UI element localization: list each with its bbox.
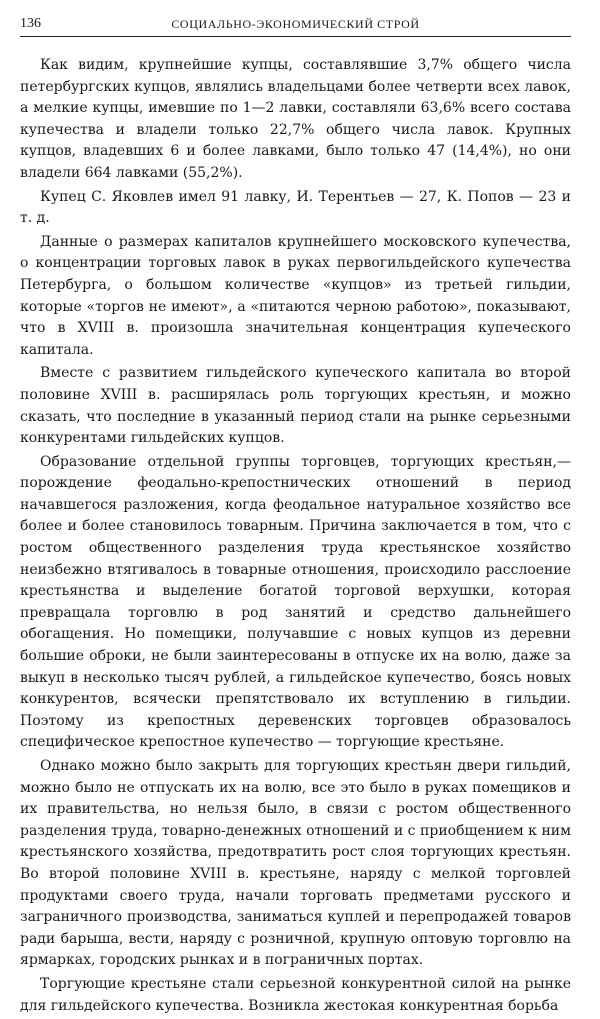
paragraph: Образование отдельной группы торговцев, торгующих крестьян,— порождение феодально-крепостнических отношений в период начавшегося разложения, когда феодальное натуральное хозяйство все более и более становилось товарным. Причина заключается в том, что с ростом общественного разделения труда крестьянское хозяйство неизбежно втягивалось в товарные отношения, происходило расслоение крестьянства и выделение богатой торговой верхушки, которая превращала торговлю в род занятий и средство дальнейшего обогащения. Но помещики, получавшие с новых купцов из деревни большие оброки, не были заинтересованы в отпуске их на волю, даже за выкуп в несколько тысяч рублей, а гильдейское купечество, боясь новых конкурентов, всячески препятствовало их вступлению в гильдии. Поэтому из крепостных деревенских торговцев образовалось специфическое крепостное купечество — торгующие крестьяне.: [20, 453, 571, 751]
book-page: [20, 14, 571, 1019]
page-header: [20, 14, 571, 37]
page-number: 136: [20, 16, 41, 31]
paragraph: Данные о размерах капиталов крупнейшего московского купечества, о концентрации торговых лавок в руках первогильдейского купечества Петербурга, о большом количестве «купцов» из третьей гильдии, которые «торгов не имеют», а «питаются черною работою», показывают, что в XVIII в. произошла значительная концентрация купеческого капитала.: [20, 233, 571, 358]
paragraph: Купец С. Яковлев имел 91 лавку, И. Терентьев — 27, К. Попов — 23 и т. д.: [20, 188, 571, 227]
body-text: [20, 55, 571, 1017]
paragraph: Однако можно было закрыть для торгующих крестьян двери гильдий, можно было не отпускать их на волю, все это было в руках помещиков и их правительства, но нельзя было, в связи с ростом общественного разделения труда, товарно-денежных отношений и с приобщением к ним крестьянского хозяйства, предотвратить рост слоя торгующих крестьян. Во второй половине XVIII в. крестьяне, наряду с мелкой торговлей продуктами своего труда, начали торговать предметами русского и заграничного производства, заниматься куплей и перепродажей товаров ради барыша, вести, наряду с розничной, крупную оптовую торговлю на ярмарках, городских рынках и в пограничных портах.: [20, 758, 571, 969]
paragraph: Вместе с развитием гильдейского купеческого капитала во второй половине XVIII в. расширялась роль торгующих крестьян, и можно сказать, что последние в указанный период стали на рынке серьезными конкурентами гильдейских купцов.: [20, 365, 571, 447]
paragraph: Как видим, крупнейшие купцы, составлявшие 3,7% общего числа петербургских купцов, являлись владельцами более четверти всех лавок, а мелкие купцы, имевшие по 1—2 лавки, составляли 63,6% всего состава купечества и владели только 22,7% общего числа лавок. Крупных купцов, владевших 6 и более лавками, было только 47 (14,4%), но они владели 664 лавками (55,2%).: [20, 57, 571, 181]
paragraph: Торгующие крестьяне стали серьезной конкурентной силой на рынке для гильдейского купечества. Возникла жестокая конкурентная борьба: [20, 975, 571, 1014]
running-title: СОЦИАЛЬНО-ЭКОНОМИЧЕСКИЙ СТРОЙ: [171, 17, 420, 31]
